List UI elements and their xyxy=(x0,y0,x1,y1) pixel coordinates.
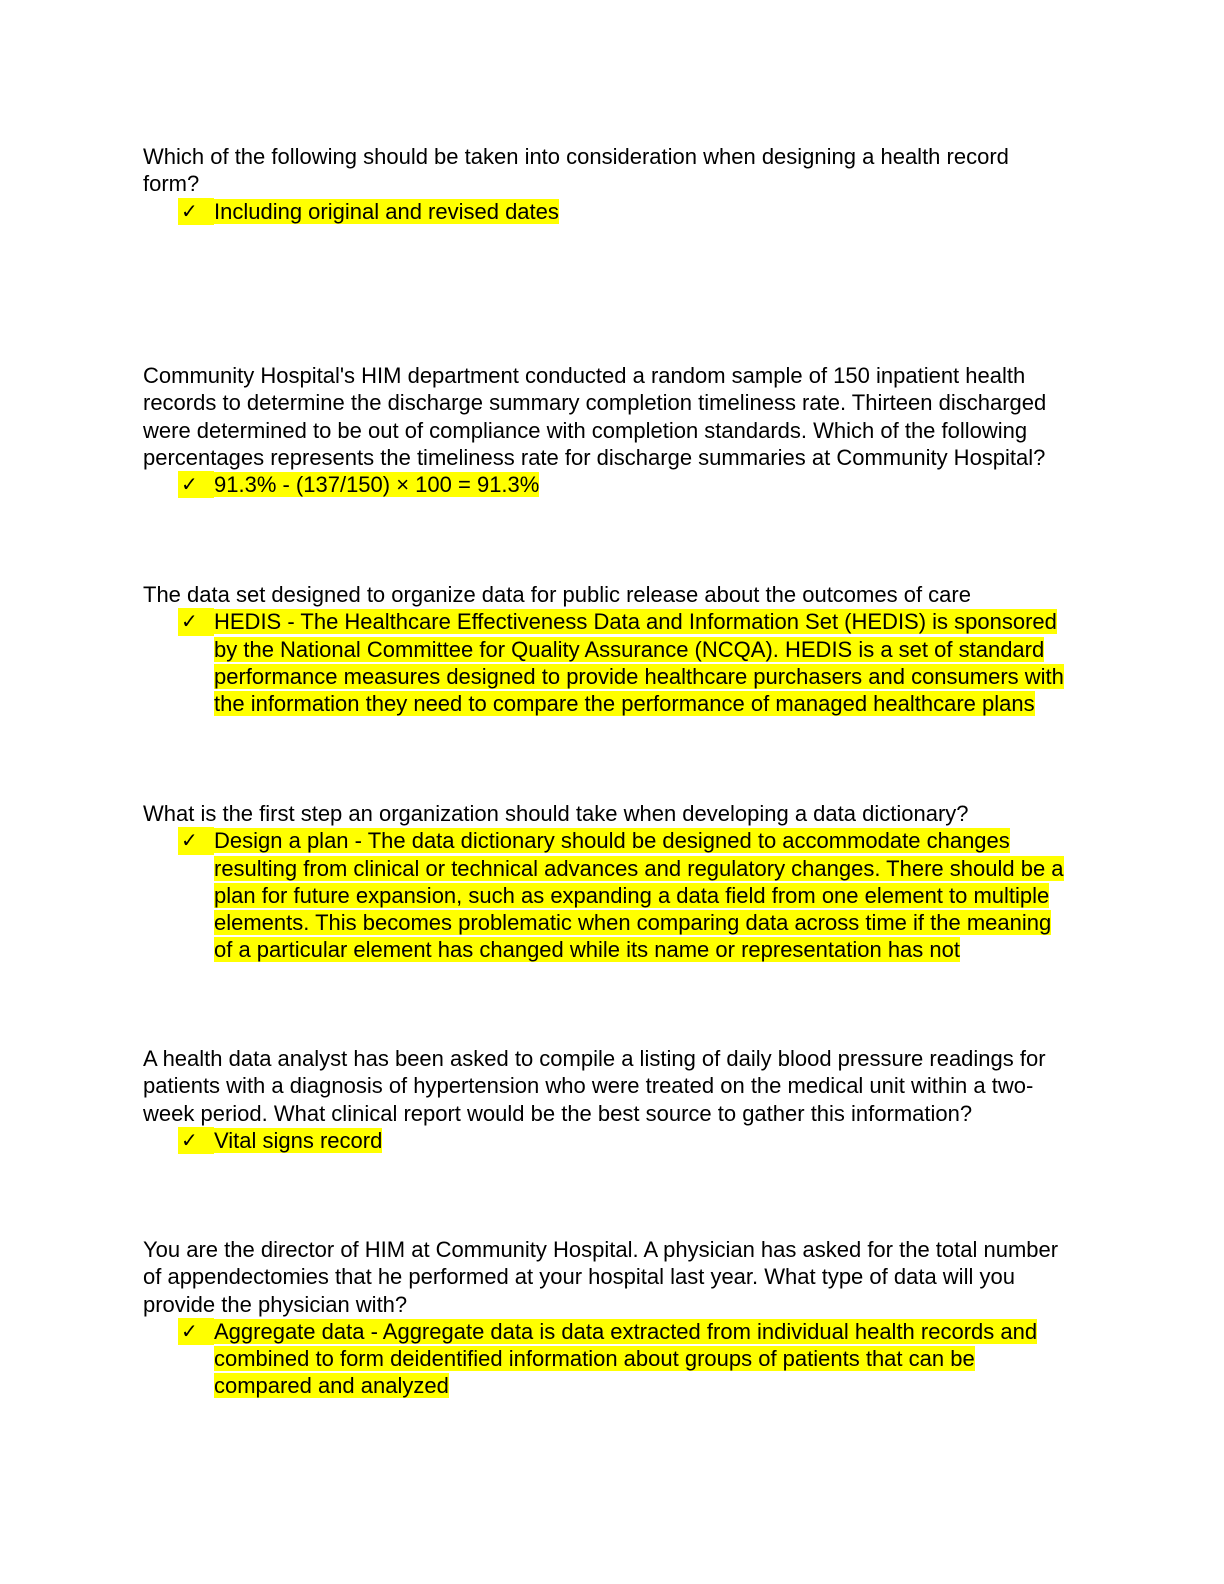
qa-item xyxy=(143,362,1073,498)
highlighted-answer: HEDIS - The Healthcare Effectiveness Data and Information Set (HEDIS) is sponsored by the National Committee for Quality Assurance (NCQA). HEDIS is a set of standard performance measures designed to provide healthcare purchasers and consumers with the information they need to compare the performance of managed healthcare plans xyxy=(214,609,1064,717)
qa-item xyxy=(143,1236,1068,1400)
checkmark-icon: ✓ xyxy=(178,1318,214,1345)
question-text: A health data analyst has been asked to compile a listing of daily blood pressure readings for patients with a diagnosis of hypertension who were treated on the medical unit within a two-week period. What clinical report would be the best source to gather this information? xyxy=(143,1046,1046,1126)
answer-line xyxy=(143,827,1073,963)
checkmark-icon: ✓ xyxy=(178,198,214,225)
question-text: What is the first step an organization should take when developing a data dictionary? xyxy=(143,801,969,826)
highlighted-answer: Including original and revised dates xyxy=(214,198,559,224)
answer-line xyxy=(143,1127,1068,1154)
answer-line xyxy=(143,608,1083,717)
question-text: Community Hospital's HIM department conducted a random sample of 150 inpatient health records to determine the discharge summary completion timeliness rate. Thirteen discharged were determined to be out of compliance with completion standards. Which of the following percentages represents the timeliness rate for discharge summaries at Community Hospital? xyxy=(143,363,1047,470)
qa-item xyxy=(143,143,1023,225)
highlighted-answer: Design a plan - The data dictionary should be designed to accommodate changes resulting from clinical or technical advances and regulatory changes. There should be a plan for future expansion, such as expanding a data field from one element to multiple elements. This becomes problematic when comparing data across time if the meaning of a particular element has changed while its name or representation has not xyxy=(214,828,1064,963)
checkmark-icon: ✓ xyxy=(178,471,214,498)
checkmark-icon: ✓ xyxy=(178,827,214,854)
qa-item xyxy=(143,581,1083,717)
answer-line xyxy=(143,471,1073,498)
highlighted-answer: Aggregate data - Aggregate data is data extracted from individual health records and combined to form deidentified information about groups of patients that can be compared and analyzed xyxy=(214,1318,1038,1399)
answer-line xyxy=(143,198,1023,225)
qa-item xyxy=(143,1045,1068,1154)
highlighted-answer: Vital signs record xyxy=(214,1127,383,1153)
question-text: The data set designed to organize data for public release about the outcomes of care xyxy=(143,582,971,607)
highlighted-answer: 91.3% - (137/150) × 100 = 91.3% xyxy=(214,472,540,498)
answer-line xyxy=(143,1318,1068,1400)
checkmark-icon: ✓ xyxy=(178,1127,214,1154)
question-text: Which of the following should be taken into consideration when designing a health record form? xyxy=(143,144,1009,197)
checkmark-icon: ✓ xyxy=(178,608,214,635)
question-text: You are the director of HIM at Community Hospital. A physician has asked for the total number of appendectomies that he performed at your hospital last year. What type of data will you provide the physician with? xyxy=(143,1237,1059,1317)
qa-item xyxy=(143,800,1073,964)
